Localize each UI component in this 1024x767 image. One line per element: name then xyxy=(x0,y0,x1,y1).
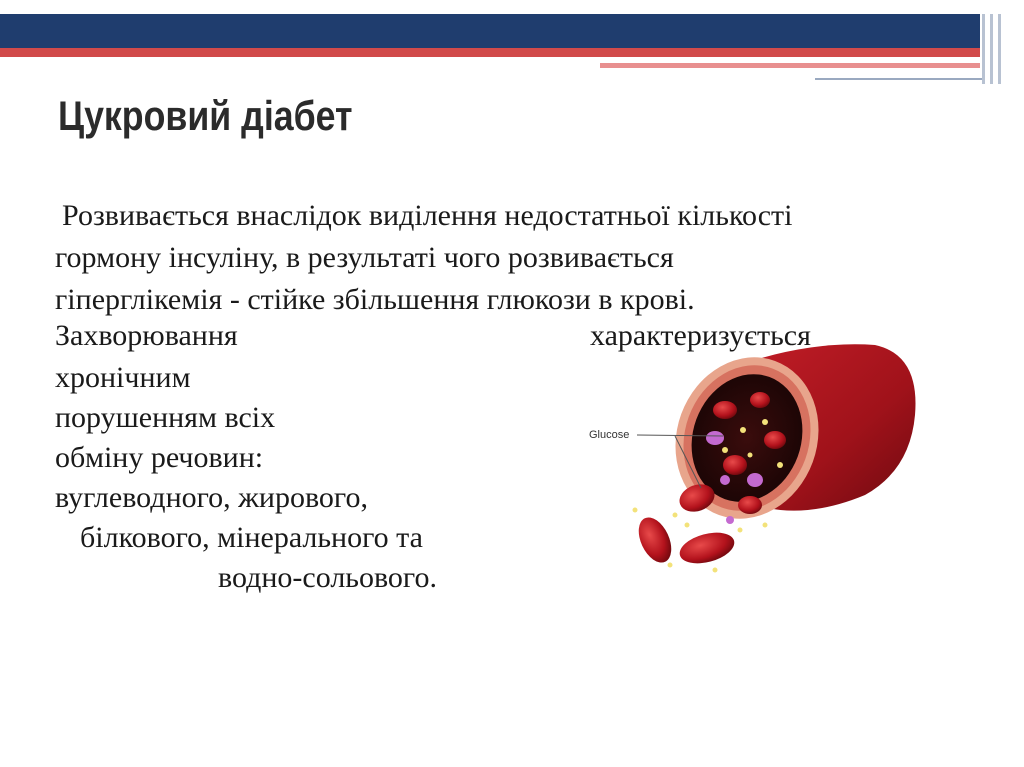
slide-title: Цукровий діабет xyxy=(58,92,353,139)
body-line: гормону інсуліну, в результаті чого розвивається xyxy=(55,241,674,274)
header-band-accent xyxy=(600,63,980,68)
decor-stripe xyxy=(998,14,1001,84)
body-line: білкового, мінерального та xyxy=(80,521,423,554)
body-line: Розвивається внаслідок виділення недостатньої кількості xyxy=(62,199,793,232)
body-line: хронічним xyxy=(55,361,191,394)
header-band-line xyxy=(815,78,985,80)
red-blood-cell xyxy=(632,512,678,567)
glucose-label: Glucose xyxy=(589,429,630,441)
red-blood-cell xyxy=(676,527,737,569)
body-line: гіперглікемія - стійке збільшення глюкози в крові. xyxy=(55,283,695,316)
header-band-red xyxy=(0,48,980,57)
body-line: водно-сольового. xyxy=(218,561,437,594)
body-line: Захворювання xyxy=(55,319,238,352)
header-band-blue xyxy=(0,14,980,48)
body-line: вуглеводного, жирового, xyxy=(55,481,368,514)
decor-stripe xyxy=(990,14,993,84)
blood-vessel-illustration xyxy=(575,330,935,580)
body-line: обміну речовин: xyxy=(55,441,264,474)
body-line: порушенням всіх xyxy=(55,401,276,434)
decor-stripe xyxy=(982,14,985,84)
body-line: характеризується xyxy=(590,319,811,352)
